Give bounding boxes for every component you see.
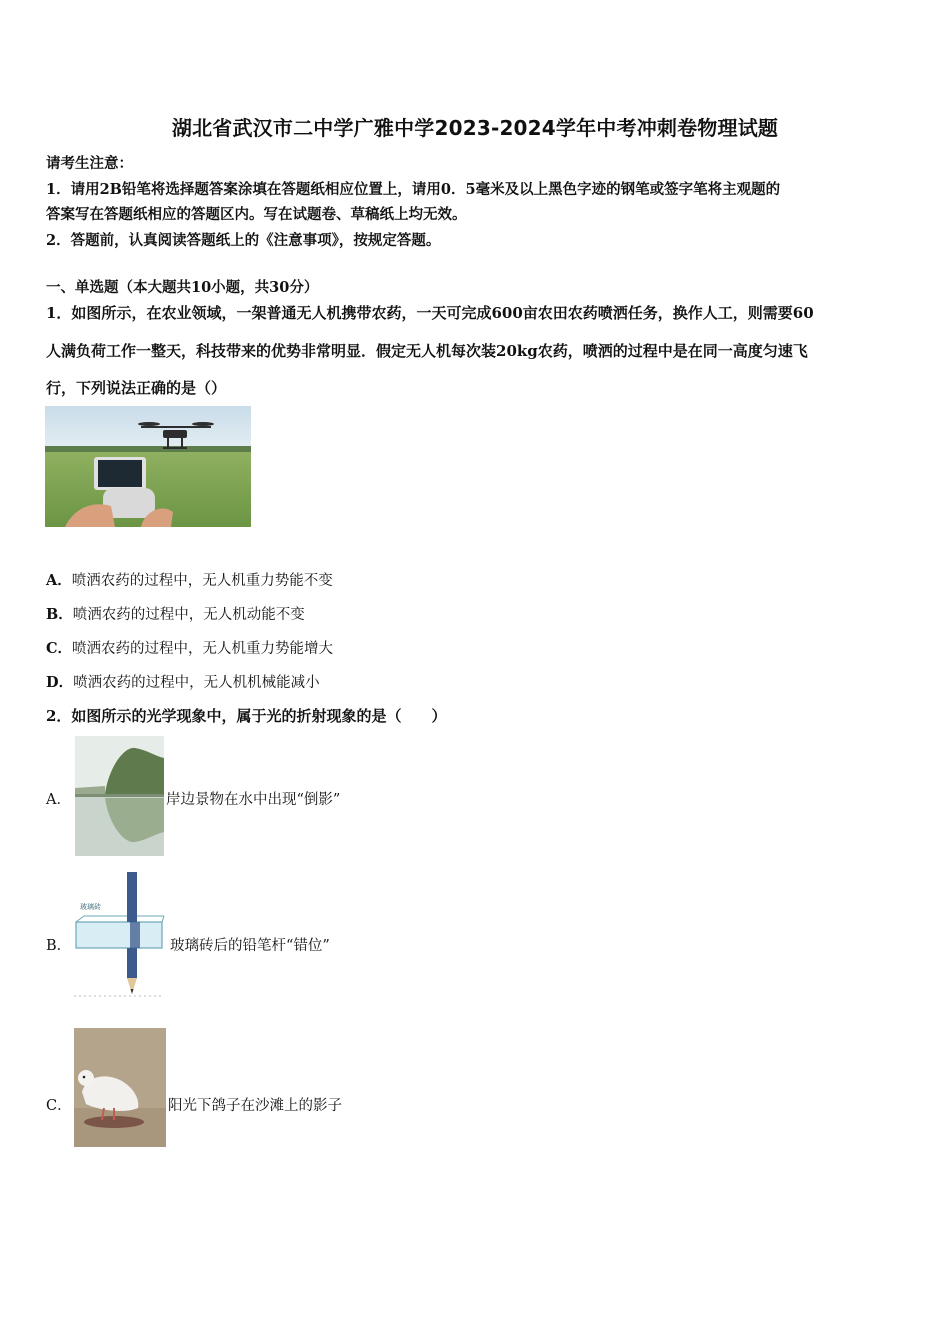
q1-stem-line-1: 1．如图所示，在农业领域，一架普通无人机携带农药，一天可完成600亩农田农药喷洒任务，换作人工，则需要60 <box>46 304 814 322</box>
pencil-glass-figure <box>72 870 168 998</box>
q2-option-b-letter[interactable]: B． <box>46 938 72 954</box>
q1-option-c[interactable]: C．喷洒农药的过程中，无人机重力势能增大 <box>46 640 334 657</box>
q1-stem-line-3: 行，下列说法正确的是（） <box>46 379 227 397</box>
q1-option-b[interactable]: B．喷洒农药的过程中，无人机动能不变 <box>46 606 305 623</box>
q2-option-b-text: 玻璃砖后的铅笔杆“错位” <box>170 938 330 954</box>
q2-option-c-letter[interactable]: C． <box>46 1098 72 1114</box>
q1-option-a[interactable]: A．喷洒农药的过程中，无人机重力势能不变 <box>46 572 333 589</box>
q2-stem: 2．如图所示的光学现象中，属于光的折射现象的是（ ） <box>46 707 447 725</box>
drone-photo <box>45 406 251 527</box>
section-heading: 一、单选题（本大题共10小题，共30分） <box>46 279 319 296</box>
pigeon-photo <box>74 1028 166 1147</box>
notice-item-1: 1．请用2B铅笔将选择题答案涂填在答题纸相应位置上，请用0．5毫米及以上黑色字迹的钢笔或签字笔将主观题的 <box>46 181 781 198</box>
q1-stem-line-2: 人满负荷工作一整天，科技带来的优势非常明显．假定无人机每次装20kg农药，喷洒的过程中是在同一高度匀速飞 <box>46 342 808 360</box>
glass-brick-label: 玻璃砖 <box>80 903 101 911</box>
q2-option-a-letter[interactable]: A． <box>46 792 71 808</box>
notice-item-1-cont: 答案写在答题纸相应的答题区内。写在试题卷、草稿纸上均无效。 <box>46 206 467 223</box>
reflection-photo <box>75 736 164 856</box>
notice-item-2: 2．答题前，认真阅读答题纸上的《注意事项》，按规定答题。 <box>46 232 441 249</box>
page-title: 湖北省武汉市二中学广雅中学2023-2024学年中考冲刺卷物理试题 <box>171 116 779 140</box>
q2-option-a-text: 岸边景物在水中出现“倒影” <box>166 792 341 808</box>
q1-option-d[interactable]: D．喷洒农药的过程中，无人机机械能减小 <box>46 674 320 691</box>
notice-heading: 请考生注意： <box>46 155 133 172</box>
q2-option-c-text: 阳光下鸽子在沙滩上的影子 <box>168 1098 342 1114</box>
